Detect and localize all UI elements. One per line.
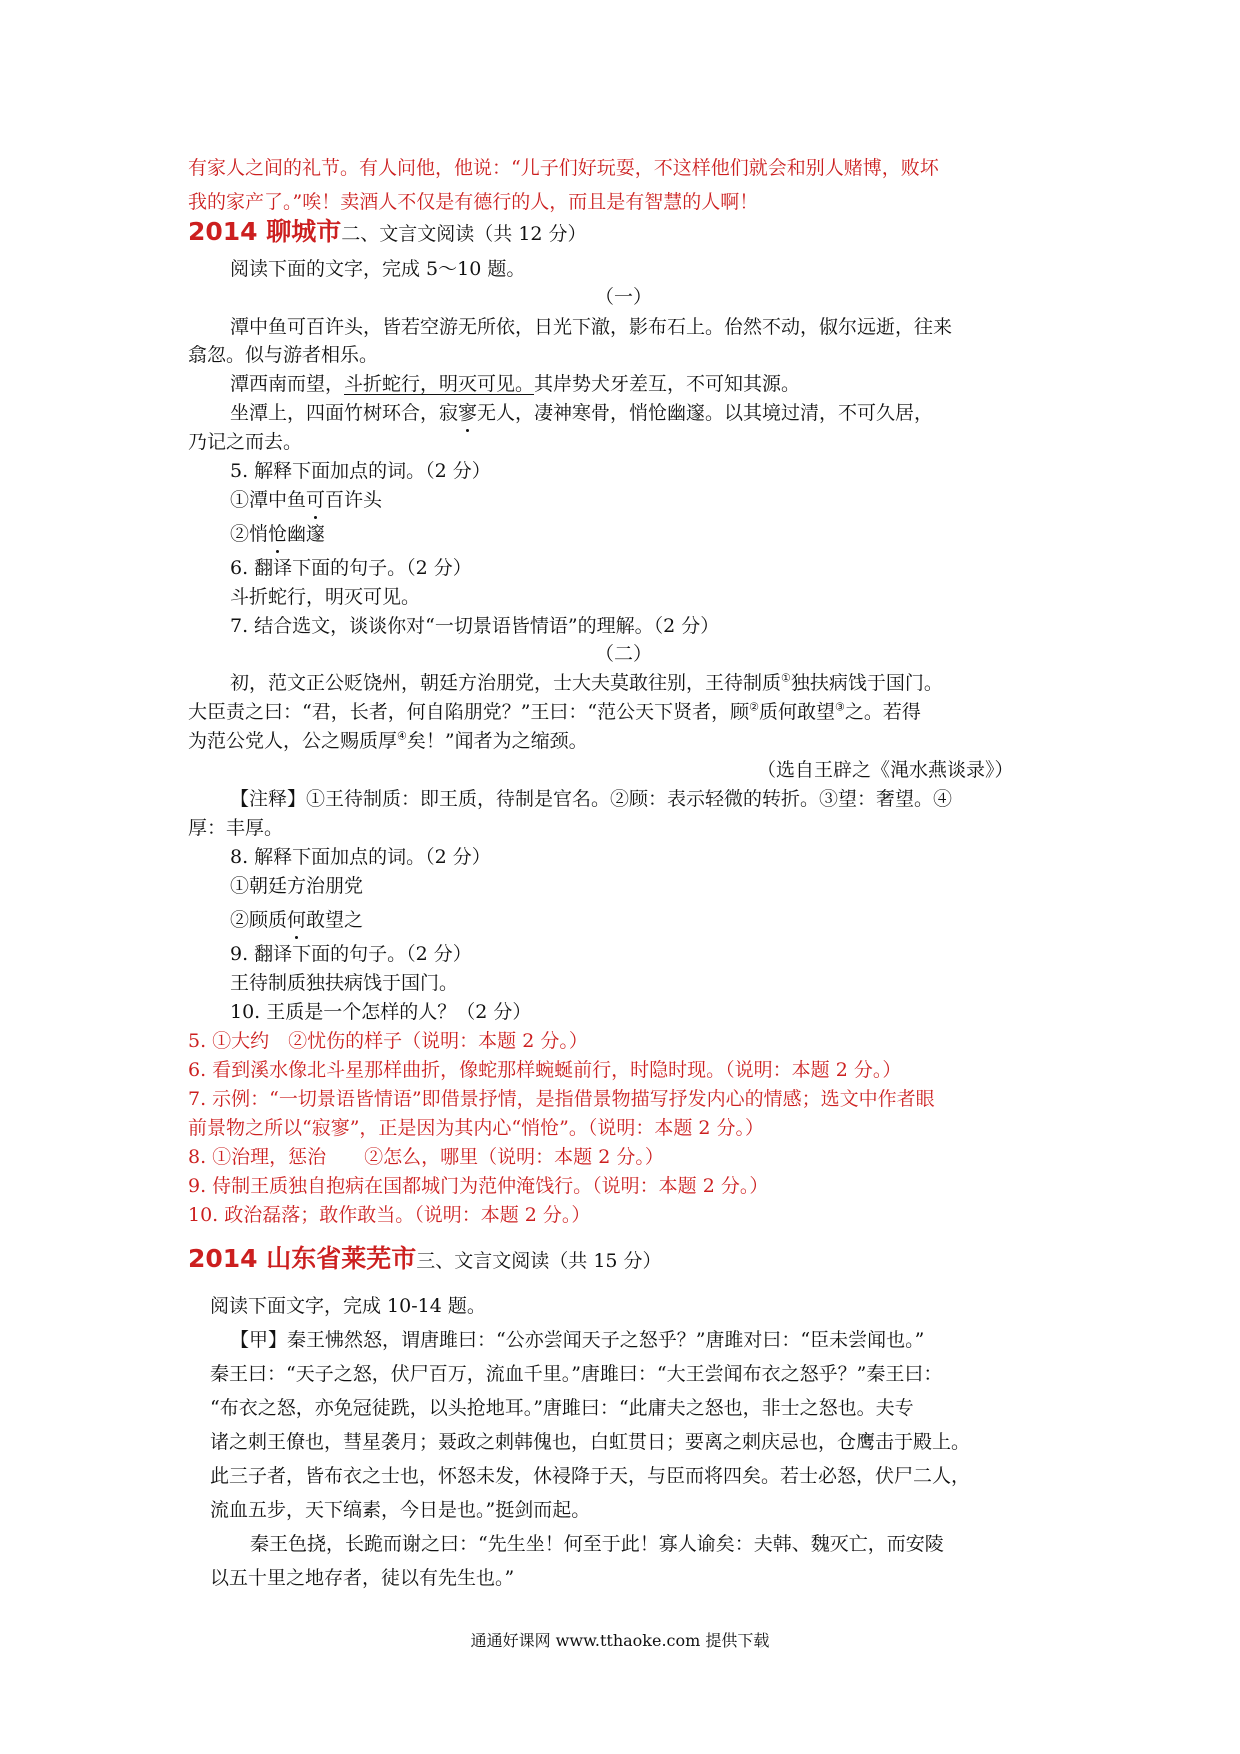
passage-text: 质何敢望 [759, 701, 836, 723]
passage-line [230, 370, 800, 398]
footnote-mark: ③ [835, 700, 845, 714]
answer-line: 8. ①治理，惩治 ②怎么，哪里（说明：本题 2 分。） [188, 1146, 664, 1168]
section-heading [188, 1245, 662, 1275]
passage-line: 以五十里之地存者，徒以有先生也。” [210, 1567, 515, 1589]
dotted-word: 怆 [268, 520, 287, 548]
question-text: 幽邃 [287, 523, 326, 545]
question-text: ②悄 [230, 523, 269, 545]
passage-text: 之。若得 [844, 701, 921, 723]
question-item: 斗折蛇行，明灭可见。 [230, 586, 421, 608]
section-title: 三、文言文阅读（共 15 分） [416, 1250, 662, 1272]
passage-line [188, 698, 921, 726]
question: 9. 翻译下面的句子。（2 分） [230, 943, 472, 965]
question-item [230, 872, 363, 900]
passage-text: 为范公党人，公之赐质厚 [188, 730, 398, 752]
answer-line: 9. 侍制王质独自抱病在国都城门为范仲淹饯行。（说明：本题 2 分。） [188, 1175, 769, 1197]
page-footer: 通通好课网 www.tthaoke.com 提供下载 [470, 1631, 770, 1650]
annotation-line: 厚：丰厚。 [188, 817, 284, 839]
source-citation: （选自王辟之《渑水燕谈录》） [757, 759, 1014, 781]
passage-line: 【甲】秦王怫然怒，谓唐雎曰：“公亦尝闻天子之怒乎？”唐雎对曰：“臣未尝闻也。” [230, 1329, 925, 1351]
passage-line: 潭中鱼可百许头，皆若空游无所依，日光下澈，影布石上。佁然不动，俶尔远逝，往来 [230, 316, 953, 338]
dotted-word: 何 [287, 906, 306, 934]
answer-line: 7. 示例：“一切景语皆情语”即借景抒情，是指借景物描写抒发内心的情感；选文中作者眼 [188, 1088, 935, 1110]
answer-line: 5. ①大约 ②忧伤的样子（说明：本题 2 分。） [188, 1030, 588, 1052]
question-text: ②顾质 [230, 909, 288, 931]
passage-line: 诸之刺王僚也，彗星袭月；聂政之刺韩傀也，白虹贯日；要离之刺庆忌也，仓鹰击于殿上。 [210, 1431, 971, 1453]
question: 8. 解释下面加点的词。（2 分） [230, 846, 491, 868]
passage-text: 矣！”闻者为之缩颈。 [406, 730, 588, 752]
question-text: 百许头 [325, 489, 383, 511]
instruction: 阅读下面文字，完成 10-14 题。 [210, 1295, 486, 1317]
passage-text: 大臣责之曰：“君，长者，何自陷朋党？”王曰：“范公天下贤者，顾 [188, 701, 750, 723]
passage-text: 坐潭上，四面竹树环合，寂 [230, 402, 459, 424]
section-heading [188, 218, 587, 248]
part-label: （一） [595, 286, 653, 308]
answer-line: 前景物之所以“寂寥”，正是因为其内心“悄怆”。（说明：本题 2 分。） [188, 1117, 765, 1139]
passage-line: 翕忽。似与游者相乐。 [188, 344, 379, 366]
passage-line: 秦王色挠，长跪而谢之曰：“先生坐！何至于此！寡人谕矣：夫韩、魏灭亡，而安陵 [250, 1533, 944, 1555]
section-title: 二、文言文阅读（共 12 分） [341, 223, 587, 245]
passage-text: 潭西南而望， [230, 373, 345, 395]
passage-text: 初，范文正公贬饶州，朝廷方治朋党，士大夫莫敢往别，王待制质 [230, 672, 782, 694]
passage-line [230, 669, 943, 697]
question: 10. 王质是一个怎样的人？（2 分） [230, 1001, 532, 1023]
footnote-mark: ② [749, 700, 760, 714]
footnote-mark: ④ [397, 729, 407, 743]
passage-line: 乃记之而去。 [188, 431, 303, 453]
question-text: 敢望之 [306, 909, 364, 931]
passage-line [230, 399, 933, 427]
annotation-line: 【注释】①王待制质：即王质，待制是官名。②顾：表示轻微的转折。③望：奢望。④ [230, 788, 953, 810]
passage-text: 无人，凄神寒骨，悄怆幽邃。以其境过清，不可久居， [477, 402, 934, 424]
passage-line: 流血五步，天下缟素，今日是也。”挺剑而起。 [210, 1499, 591, 1521]
dotted-word: 可 [306, 486, 325, 514]
word: 治 [306, 875, 326, 897]
question-item: 王待制质独扶病饯于国门。 [230, 972, 459, 994]
answer-line: 6. 看到溪水像北斗星那样曲折，像蛇那样蜿蜒前行，时隐时现。（说明：本题 2 分。） [188, 1059, 902, 1081]
dotted-word: 寥 [458, 399, 477, 427]
question: 7. 结合选文，谈谈你对“一切景语皆情语”的理解。（2 分） [230, 615, 720, 637]
question-item [230, 906, 363, 934]
answer-line: 10. 政治磊落；敢作敢当。（说明：本题 2 分。） [188, 1204, 591, 1226]
section-city: 2014 聊城市 [188, 217, 342, 246]
answer-text-line: 我的家产了。”唉！卖酒人不仅是有德行的人，而且是有智慧的人啊！ [188, 191, 759, 213]
instruction: 阅读下面的文字，完成 5～10 题。 [230, 258, 526, 280]
question-text: 朋党 [325, 875, 364, 897]
section-city: 2014 山东省莱芜市 [188, 1244, 417, 1273]
part-label: （二） [595, 643, 653, 665]
passage-line: 此三子者，皆布衣之士也，怀怒未发，休祲降于天，与臣而将四矣。若士必怒，伏尸二人， [210, 1465, 971, 1487]
question: 6. 翻译下面的句子。（2 分） [230, 557, 472, 579]
passage-line: “布衣之怒，亦免冠徒跣，以头抢地耳。”唐雎曰：“此庸夫之怒也，非士之怒也。夫专 [210, 1397, 914, 1419]
footnote-mark: ① [781, 671, 791, 685]
passage-text: 独扶病饯于国门。 [790, 672, 943, 694]
question: 5. 解释下面加点的词。（2 分） [230, 460, 491, 482]
question-text: ①朝廷方 [230, 875, 307, 897]
passage-line: 秦王曰：“天子之怒，伏尸百万，流血千里。”唐雎曰：“大王尝闻布衣之怒乎？”秦王曰： [210, 1363, 943, 1385]
underlined-sentence: 斗折蛇行，明灭可见。 [344, 373, 535, 395]
question-item [230, 486, 382, 514]
answer-text-line: 有家人之间的礼节。有人问他，他说：“儿子们好玩耍，不这样他们就会和别人赌博，败坏 [188, 157, 939, 179]
passage-text: 其岸势犬牙差互，不可知其源。 [534, 373, 801, 395]
passage-line [188, 727, 588, 755]
question-item [230, 520, 325, 548]
question-text: ①潭中鱼 [230, 489, 307, 511]
